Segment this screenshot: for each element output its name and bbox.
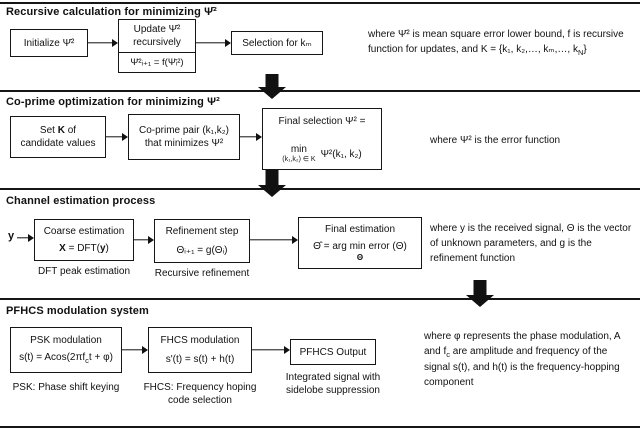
psk-modulation-box <box>10 327 122 373</box>
min-operator <box>282 145 315 163</box>
pfhcs-output-caption: Integrated signal with sidelobe suppression <box>285 372 381 396</box>
coprime-box <box>128 114 240 160</box>
arrow-head <box>258 87 286 99</box>
fhcs-modulation-box <box>148 327 252 373</box>
note-text: } <box>583 44 587 55</box>
final-selection-line1: Final selection Ψ² = <box>278 116 366 127</box>
note-subscript: N <box>577 48 584 57</box>
section-flow-arrow-2 <box>258 170 286 198</box>
flow-arrow <box>106 131 128 143</box>
arrow-line <box>88 42 113 43</box>
note-text: where φ represents the phase modulation, A and f <box>424 331 621 357</box>
min-text: min <box>290 144 307 155</box>
arrow-shaft <box>266 170 279 185</box>
final-selection-box <box>262 108 382 170</box>
flow-arrow <box>252 344 290 356</box>
coarse-formula <box>59 242 109 255</box>
argmin-subscript: Θ <box>356 252 364 262</box>
bold-y: y <box>99 243 106 254</box>
arrow-line <box>196 42 226 43</box>
final-estimation-formula: Θ̂ = arg min error (Θ) <box>313 240 407 252</box>
note-text: where Ψ̄² is mean square error lower bound, f is recursive function for updates, and K = {k₁, k₂,…, kₘ,…, k <box>368 29 624 55</box>
psk-label: PSK modulation <box>30 335 102 346</box>
section3-title: Channel estimation process <box>6 195 156 207</box>
flow-arrow <box>134 234 154 246</box>
refinement-formula: Θᵢ₊₁ = g(Θᵢ) <box>176 245 228 256</box>
min-subscript: (k₁,k₂) ∈ K <box>282 156 316 163</box>
text: s(t) = Acos(2πf <box>19 352 86 364</box>
bottom-border-line <box>0 426 640 428</box>
section-flow-arrow-1 <box>258 74 286 100</box>
section1-note <box>368 27 636 58</box>
set-k-line2: candidate values <box>20 138 96 149</box>
input-arrow <box>17 232 34 244</box>
initialize-label: Initialize Ψ̄² <box>23 37 75 49</box>
fhcs-label: FHCS modulation <box>160 335 240 346</box>
selection-box <box>231 31 323 55</box>
psi-formula: Ψ²(k₁, k₂) <box>320 148 362 160</box>
set-k-line1 <box>40 124 76 137</box>
section2-note: where Ψ² is the error function <box>430 135 561 146</box>
note-subscript: c <box>446 350 450 359</box>
bold-k: K <box>57 125 65 136</box>
top-border-line <box>0 2 640 4</box>
pfhcs-output-label: PFHCS Output <box>299 346 367 358</box>
section-flow-arrow-3 <box>466 280 494 308</box>
section4-title: PFHCS modulation system <box>6 305 149 317</box>
flow-arrow <box>196 37 231 49</box>
bold-x: X <box>59 243 66 254</box>
arrow-shaft <box>266 74 279 87</box>
section-divider-2 <box>0 188 640 190</box>
text: of <box>64 125 77 136</box>
psk-caption: PSK: Phase shift keying <box>12 382 120 393</box>
flow-arrow <box>122 344 148 356</box>
arrow-head <box>258 185 286 197</box>
set-k-box <box>10 116 106 158</box>
text: = DFT( <box>65 243 100 254</box>
final-estimation-formula-wrap <box>313 240 407 263</box>
coprime-label: Co-prime pair (k₁,k₂) that minimizes Ψ² <box>138 125 230 149</box>
refinement-label: Refinement step <box>165 226 239 237</box>
text: t + φ) <box>88 352 113 364</box>
fhcs-caption: FHCS: Frequency hoping code selection <box>143 382 257 406</box>
update-box <box>118 19 196 73</box>
arrow-head <box>466 295 494 307</box>
text: ) <box>105 243 109 254</box>
arrow-line <box>122 349 143 350</box>
arrow-line <box>106 136 123 137</box>
section2-title: Co-prime optimization for minimizing Ψ² <box>6 96 220 108</box>
arrow-line <box>250 239 293 240</box>
section4-note <box>424 329 636 390</box>
note-text: are amplitude and frequency of the signal s(t), and h(t) is the frequency-hopping component <box>424 346 620 389</box>
text: Set <box>39 125 58 136</box>
coarse-estimation-box <box>34 219 134 261</box>
initialize-box <box>10 29 88 57</box>
flow-arrow <box>250 234 298 246</box>
update-label: Update Ψ̄² recursively <box>133 23 181 48</box>
pfhcs-output-box <box>290 339 376 365</box>
section-divider-3 <box>0 298 640 300</box>
arrow-line <box>252 349 285 350</box>
final-estimation-label: Final estimation <box>324 224 396 235</box>
refinement-caption: Recursive refinement <box>154 268 250 279</box>
subscript-c: c <box>85 356 89 366</box>
final-selection-formula <box>282 145 362 163</box>
arrow-line <box>240 136 257 137</box>
coarse-caption: DFT peak estimation <box>37 266 131 277</box>
selection-label: Selection for kₘ <box>242 37 312 49</box>
fhcs-formula: s'(t) = s(t) + h(t) <box>165 354 235 365</box>
section1-title: Recursive calculation for minimizing Ψ̄² <box>6 6 217 18</box>
final-estimation-box <box>298 217 422 269</box>
update-formula: Ψ̄²ᵢ₊₁ = f(Ψ̄ᵢ²) <box>119 52 195 72</box>
input-signal-label: y <box>8 230 15 242</box>
coarse-label: Coarse estimation <box>43 226 125 237</box>
flow-arrow <box>88 37 118 49</box>
refinement-box <box>154 219 250 263</box>
flow-arrow <box>240 131 262 143</box>
psk-formula <box>19 351 113 366</box>
section3-note: where y is the received signal, Θ is the vector of unknown parameters, and g is the refinement function <box>430 223 632 264</box>
arrow-shaft <box>474 280 487 295</box>
section-divider-1 <box>0 90 640 92</box>
arrow-line <box>134 239 149 240</box>
